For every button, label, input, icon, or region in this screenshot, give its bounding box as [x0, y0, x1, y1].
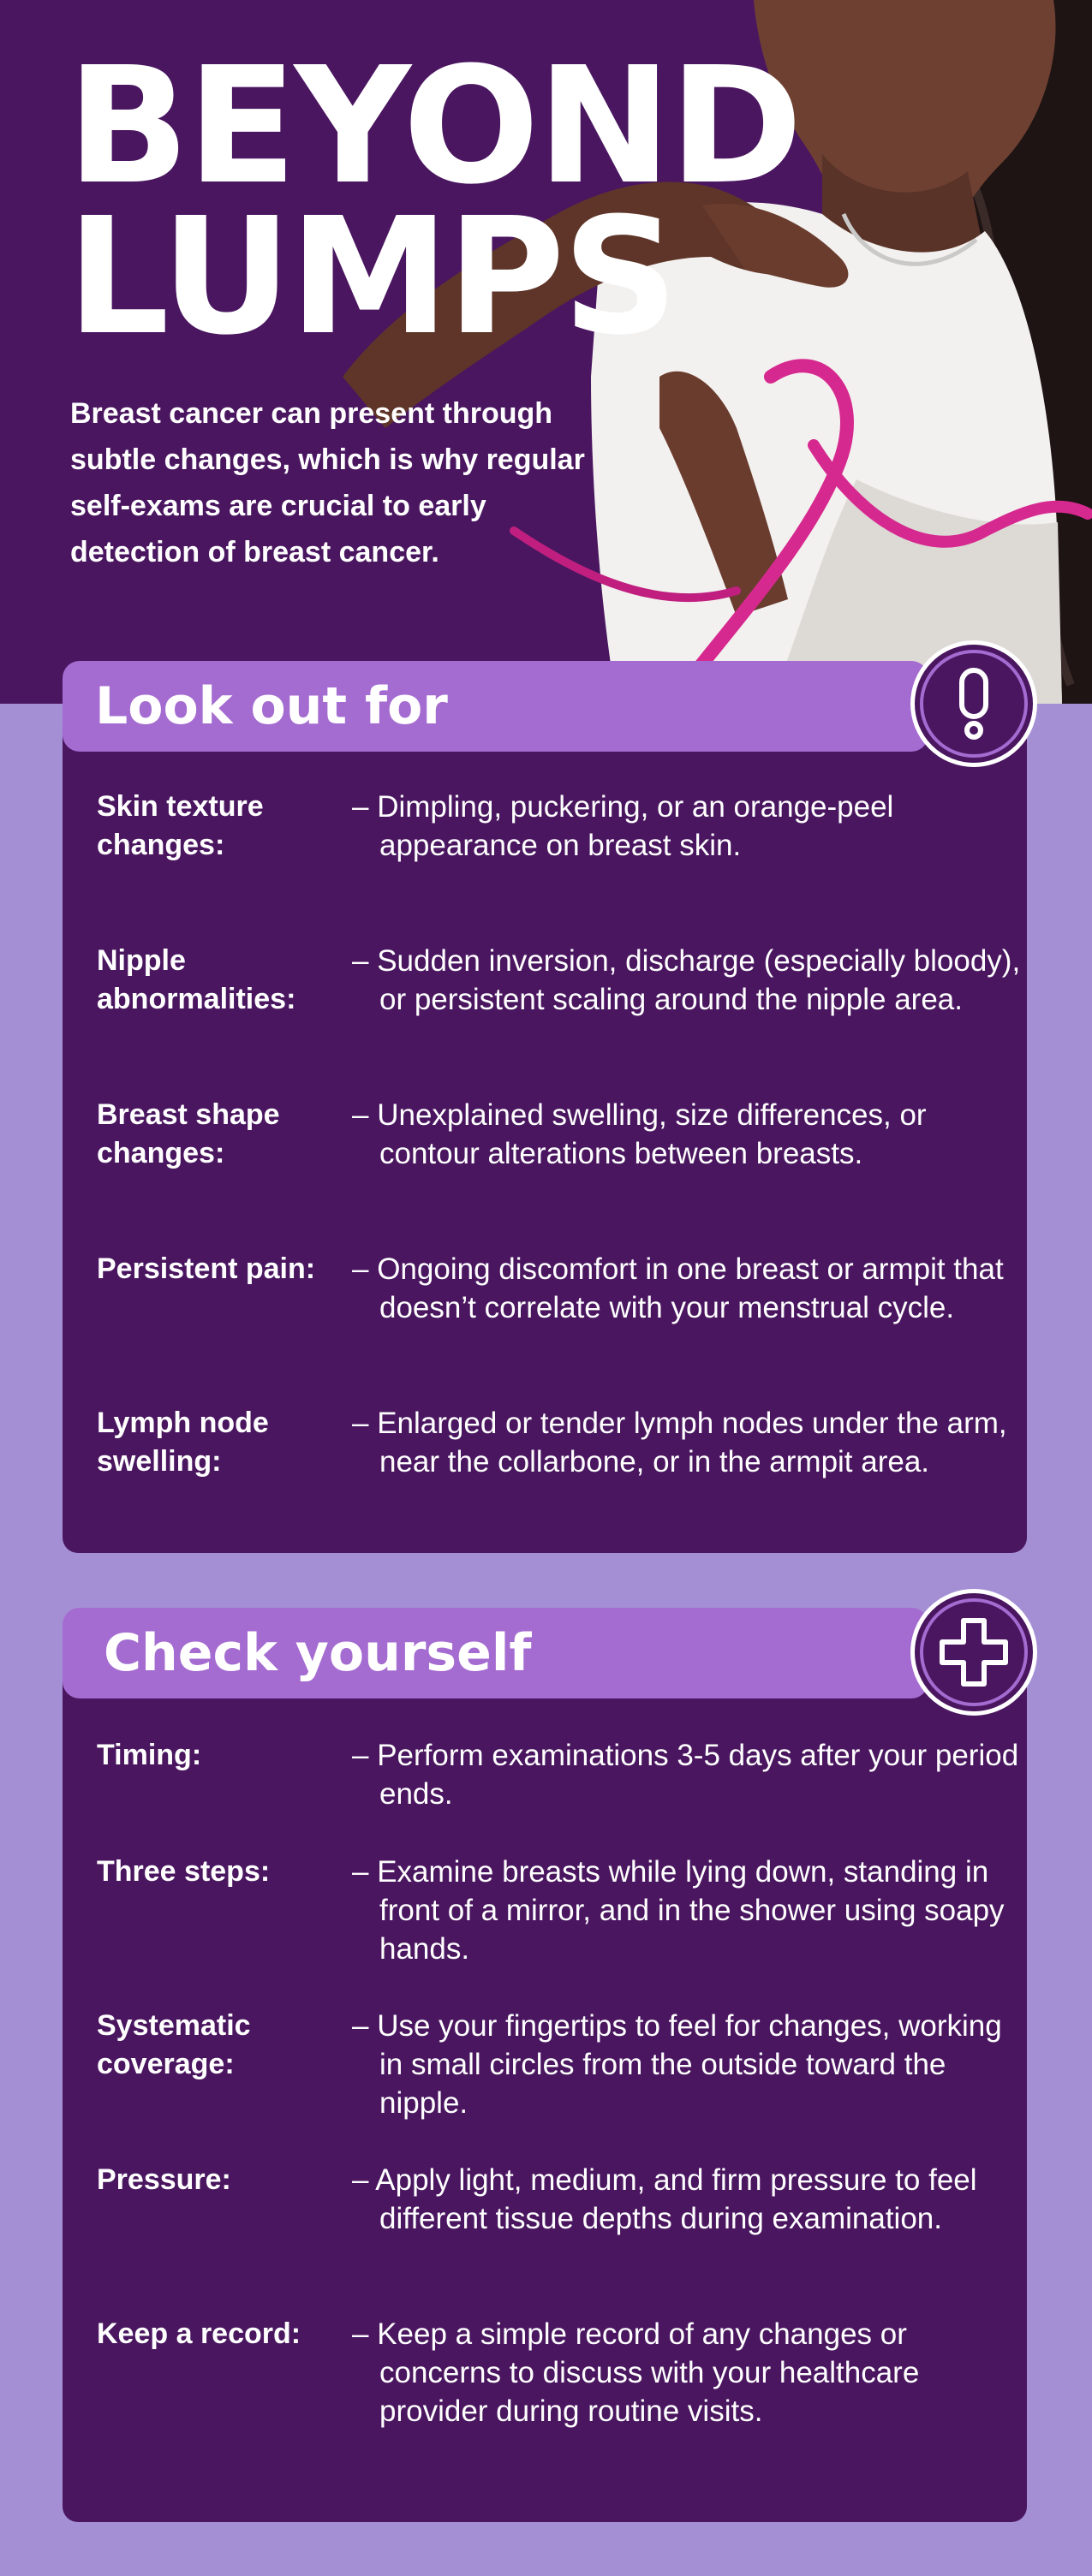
item-label: Systematic coverage: — [97, 2009, 251, 2080]
item-label: Three steps: — [97, 1855, 271, 1888]
item-description: – Apply light, medium, and firm pressure to feel different tissue depths during examination. — [352, 2161, 1030, 2238]
title-line-2: LUMPS — [67, 183, 677, 371]
item-label: Timing: — [97, 1739, 202, 1771]
item-description: – Use your fingertips to feel for changes, working in small circles from the outside toward the nipple. — [352, 2007, 1030, 2122]
intro-text: Breast cancer can present through subtle changes, which is why regular self-exams are crucial to early detection of breast cancer. — [70, 397, 585, 568]
cross-badge — [910, 1589, 1037, 1716]
item-label: Skin texture changes: — [97, 790, 264, 861]
item-label: Lymph node swelling: — [97, 1407, 269, 1478]
check-yourself-header — [63, 1608, 928, 1698]
item-description: – Ongoing discomfort in one breast or armpit that doesn’t correlate with your menstrual cycle. — [352, 1250, 1030, 1327]
item-description: – Dimpling, puckering, or an orange-peel appearance on breast skin. — [352, 788, 1030, 865]
item-label: Keep a record: — [97, 2317, 301, 2350]
exclamation-badge — [910, 640, 1037, 767]
item-label: Nipple abnormalities: — [97, 944, 296, 1015]
page-title — [67, 33, 801, 371]
look-out-for-title: Look out for — [95, 676, 448, 736]
title-line-1: BEYOND — [67, 33, 801, 220]
item-description: – Sudden inversion, discharge (especially bloody), or persistent scaling around the nipple area. — [352, 942, 1030, 1019]
item-description: – Keep a simple record of any changes or concerns to discuss with your healthcare provider during routine visits. — [352, 2315, 1030, 2430]
hero-section — [0, 0, 1092, 704]
item-label: Breast shape changes: — [97, 1098, 280, 1169]
item-description: – Perform examinations 3-5 days after your period ends. — [352, 1736, 1030, 1813]
item-label: Pressure: — [97, 2163, 231, 2196]
item-description: – Unexplained swelling, size differences, or contour alterations between breasts. — [352, 1096, 1030, 1173]
item-description: – Enlarged or tender lymph nodes under the arm, near the collarbone, or in the armpit area. — [352, 1404, 1030, 1481]
item-label: Persistent pain: — [97, 1252, 316, 1285]
look-out-for-header — [63, 661, 928, 752]
item-description: – Examine breasts while lying down, standing in front of a mirror, and in the shower using soapy hands. — [352, 1853, 1030, 1968]
check-yourself-title: Check yourself — [104, 1623, 532, 1683]
